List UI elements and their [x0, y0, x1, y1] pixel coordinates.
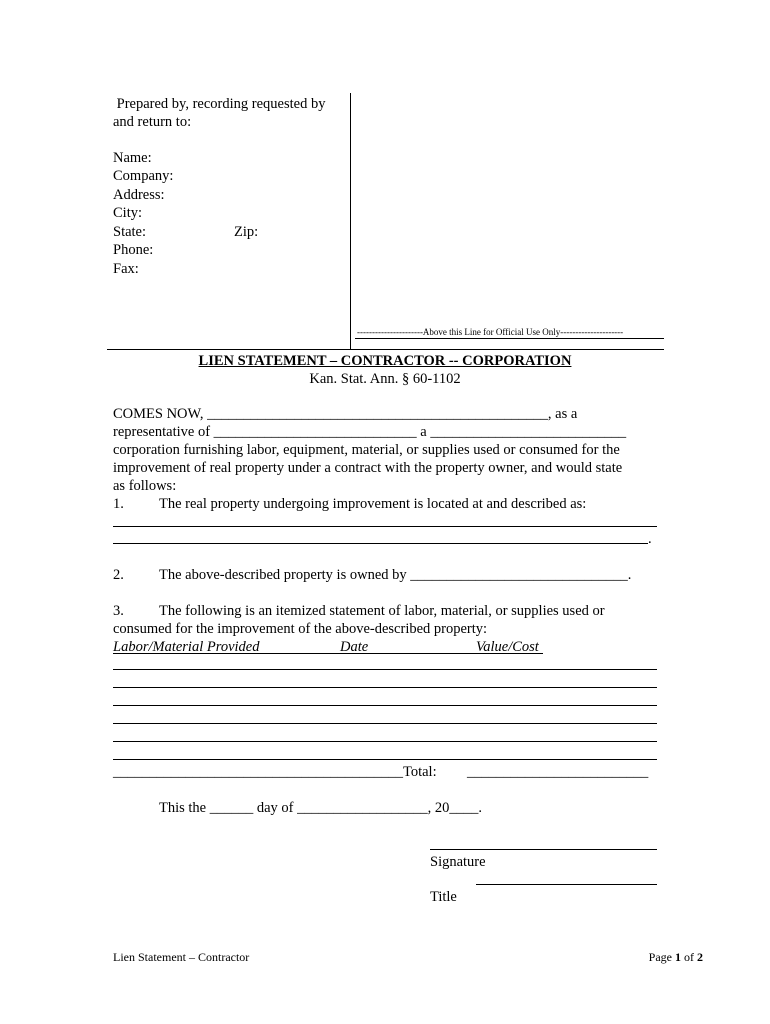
title-label: Title: [430, 889, 457, 905]
item3-number: 3.: [113, 603, 124, 619]
company-label: Company:: [113, 168, 174, 184]
total-label-line: ________________________________________Total:: [113, 764, 437, 780]
comes-now-line: COMES NOW, _______________________________________________, as a: [113, 406, 578, 422]
page-of: of: [681, 950, 697, 964]
name-label: Name:: [113, 150, 152, 166]
item-blank-line: [113, 705, 657, 706]
header-divider-vertical: [350, 93, 351, 350]
page-prefix: Page: [648, 950, 675, 964]
item1-period: .: [648, 531, 652, 547]
statute-citation: Kan. Stat. Ann. § 60-1102: [309, 371, 461, 387]
zip-label: Zip:: [234, 224, 259, 240]
phone-label: Phone:: [113, 242, 154, 258]
item3-text: The following is an itemized statement of labor, material, or supplies used or: [159, 603, 605, 619]
col-date: Date: [340, 639, 369, 655]
city-label: City:: [113, 205, 143, 221]
page-number: [560, 950, 703, 964]
footer-left: Lien Statement – Contractor: [113, 950, 250, 964]
item-blank-line: [113, 687, 657, 688]
item2-text: The above-described property is owned by ______________________________.: [159, 567, 632, 583]
page-current: 1: [675, 950, 681, 964]
item-blank-line: [113, 741, 657, 742]
fax-label: Fax:: [113, 261, 139, 277]
address-label: Address:: [113, 187, 165, 203]
col-labor-material: Labor/Material Provided: [113, 639, 260, 655]
date-line: This the ______ day of __________________, 20____.: [159, 800, 483, 816]
signature-label: Signature: [430, 854, 486, 870]
item1-blank-line2: [113, 543, 648, 544]
body-line5: as follows:: [113, 478, 177, 494]
item3-line2: consumed for the improvement of the above-described property:: [113, 621, 488, 637]
item1-text: The real property undergoing improvement is located at and described as:: [159, 496, 587, 512]
col-value-cost: Value/Cost: [476, 639, 539, 655]
header-bottom-rule: [107, 349, 664, 350]
state-label: State:: [113, 224, 147, 240]
signature-line: [430, 849, 657, 850]
body-line4: improvement of real property under a contract with the property owner, and would state: [113, 460, 623, 476]
body-line3: corporation furnishing labor, equipment, material, or supplies used or consumed for the: [113, 442, 620, 458]
item1-number: 1.: [113, 496, 124, 512]
page-total: 2: [697, 950, 703, 964]
official-use-text: ----------------------Above this Line for Official Use Only---------------------: [357, 327, 624, 337]
title-line: [476, 884, 657, 885]
representative-line: representative of ____________________________ a ___________________________: [113, 424, 627, 440]
item1-blank-line1: [113, 526, 657, 527]
item2-number: 2.: [113, 567, 124, 583]
document-title: LIEN STATEMENT – CONTRACTOR -- CORPORATION: [198, 353, 572, 369]
item-blank-line: [113, 759, 657, 760]
item-blank-line: [113, 669, 657, 670]
item-blank-line: [113, 723, 657, 724]
table-header-underline: [113, 653, 543, 654]
total-value-line: _________________________: [467, 764, 649, 780]
official-use-rule: [355, 338, 664, 339]
prepared-by-line1: Prepared by, recording requested by: [113, 96, 326, 112]
prepared-by-line2: and return to:: [113, 114, 192, 130]
